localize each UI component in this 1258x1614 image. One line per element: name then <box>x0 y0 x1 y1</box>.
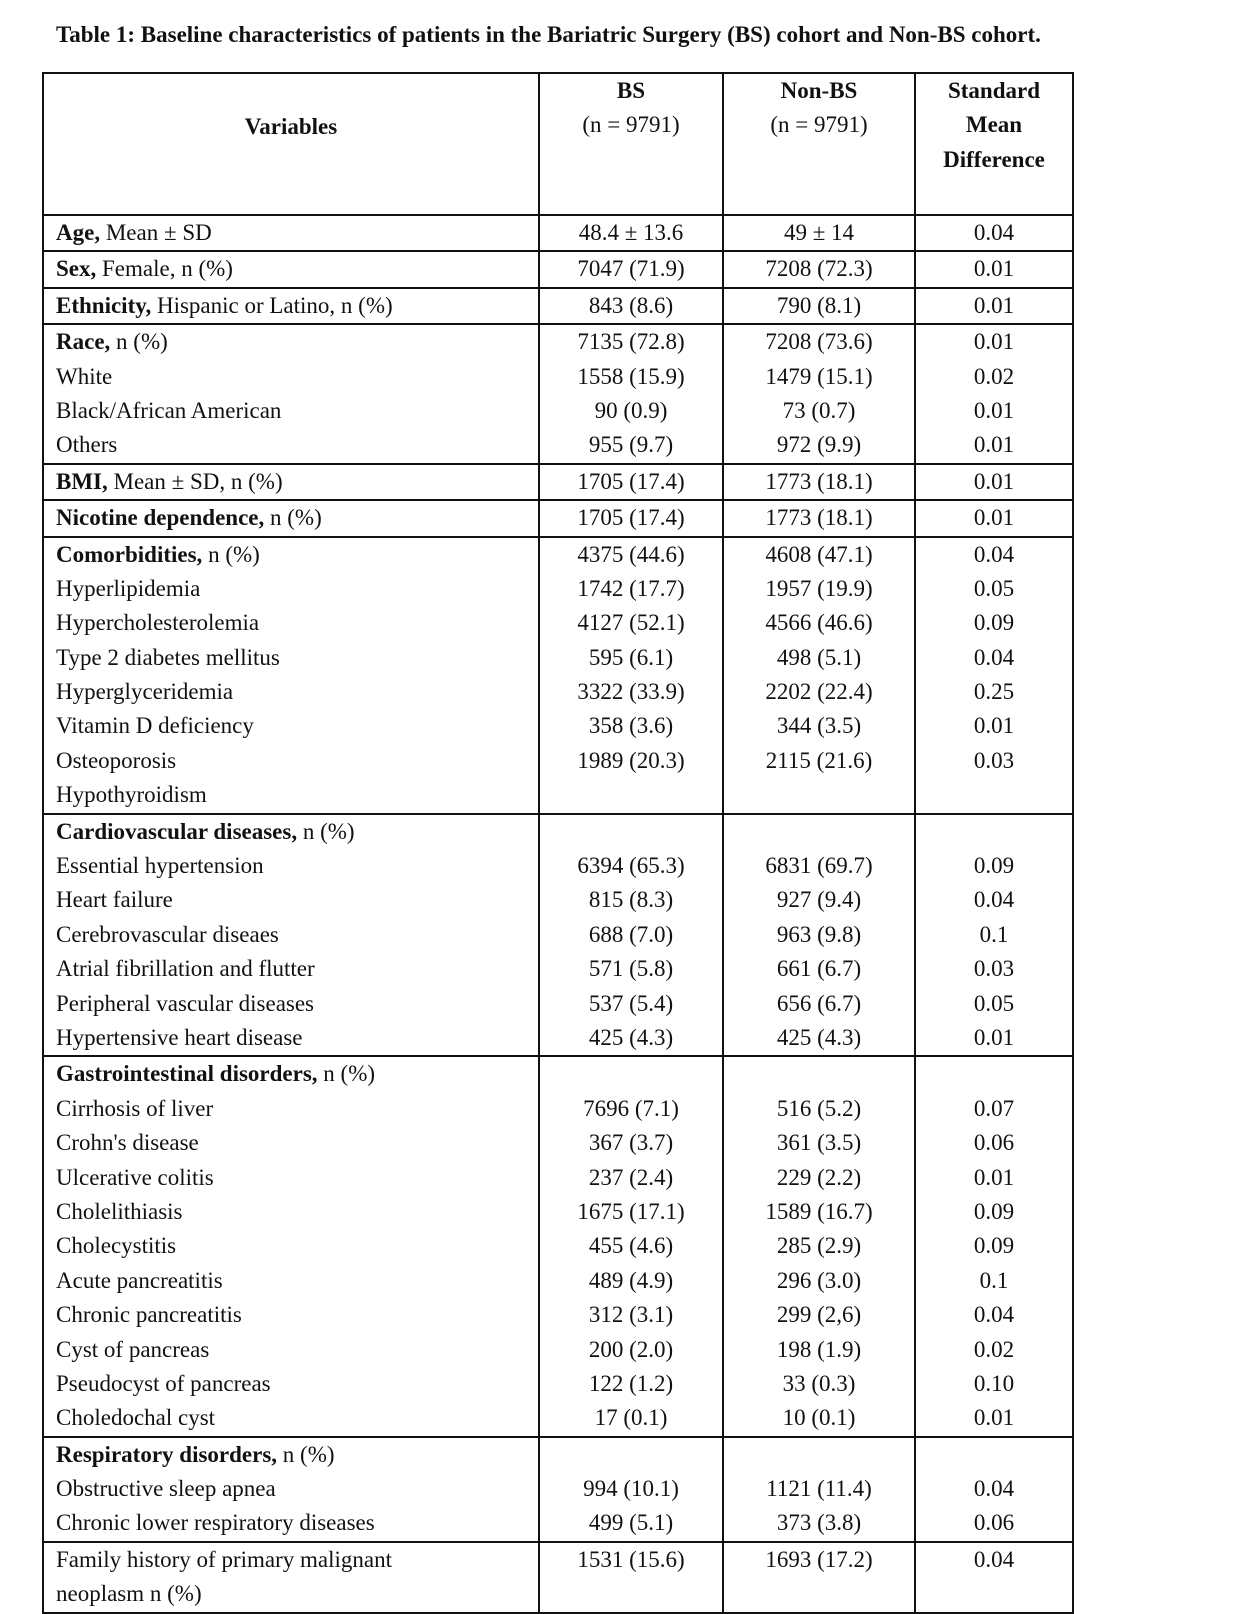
variable-label <box>56 709 538 743</box>
bs-value: 358 (3.6) <box>588 713 674 739</box>
smd-cell <box>915 324 1073 464</box>
nonbs-value: 661 (6.7) <box>776 956 862 982</box>
smd-value: 0.06 <box>973 1130 1015 1156</box>
variable-label <box>56 572 538 606</box>
smd-value: 0.1 <box>979 921 1009 947</box>
bs-cell <box>539 251 723 287</box>
smd-value: 0.01 <box>973 1164 1015 1190</box>
variable-label <box>56 252 538 286</box>
table-row-group <box>43 324 1073 464</box>
smd-value: 0.10 <box>973 1370 1015 1396</box>
variable-label <box>56 918 538 952</box>
variable-label <box>56 606 538 640</box>
smd-value: 0.1 <box>979 1267 1009 1293</box>
bs-value <box>540 778 722 812</box>
variable-label <box>56 1472 538 1506</box>
variable-label <box>56 883 538 917</box>
variable-text: Mean ± SD <box>100 220 212 245</box>
variable-text: Pseudocyst of pancreas <box>56 1370 271 1396</box>
bs-cell <box>539 288 723 324</box>
variable-text: Mean ± SD, n (%) <box>107 468 283 494</box>
variable-text: Acute pancreatitis <box>56 1267 223 1293</box>
table-body <box>43 215 1073 1613</box>
nonbs-value: 33 (0.3) <box>782 1370 856 1396</box>
bs-value <box>540 1438 722 1472</box>
smd-value: 0.01 <box>973 397 1015 423</box>
bs-value <box>540 815 722 849</box>
smd-value: 0.04 <box>973 1546 1015 1572</box>
variable-cell <box>43 288 539 324</box>
variable-text: n (%) <box>317 1061 376 1087</box>
bs-value: 955 (9.7) <box>588 432 674 458</box>
bs-value: 499 (5.1) <box>588 1510 674 1536</box>
nonbs-value: 361 (3.5) <box>776 1130 862 1156</box>
smd-value: 0.01 <box>973 468 1015 494</box>
variable-text: Cholelithiasis <box>56 1198 183 1224</box>
smd-value <box>916 1057 1072 1091</box>
smd-value: 0.01 <box>973 329 1015 355</box>
variable-text: Chronic lower respiratory diseases <box>56 1510 375 1536</box>
bs-value: 815 (8.3) <box>588 887 674 913</box>
nonbs-value: 4608 (47.1) <box>765 541 873 567</box>
bs-value: 595 (6.1) <box>588 644 674 670</box>
nonbs-value: 4566 (46.6) <box>765 610 873 636</box>
variable-label <box>56 394 538 428</box>
variable-text: neoplasm n (%) <box>56 1581 202 1607</box>
smd-value: 0.04 <box>973 1302 1015 1328</box>
variable-text: Family history of primary malignant <box>56 1546 393 1572</box>
variable-text: Peripheral vascular diseases <box>56 990 315 1016</box>
header-bs-n: (n = 9791) <box>582 112 680 138</box>
table-row-group <box>43 464 1073 500</box>
variable-text: n (%) <box>277 1441 335 1467</box>
variable-cell <box>43 1437 539 1542</box>
bs-value: 4127 (52.1) <box>577 610 685 636</box>
bs-value: 1989 (20.3) <box>577 747 685 773</box>
smd-value: 0.01 <box>973 432 1015 458</box>
nonbs-value: 296 (3.0) <box>776 1267 862 1293</box>
nonbs-value <box>724 815 914 849</box>
variable-text: n (%) <box>264 505 322 531</box>
nonbs-value: 425 (4.3) <box>776 1024 862 1050</box>
variable-label <box>56 428 538 462</box>
smd-value: 0.04 <box>973 887 1015 913</box>
bs-value: 1675 (17.1) <box>577 1198 685 1224</box>
variable-label <box>56 216 538 250</box>
smd-cell <box>915 1542 1073 1613</box>
variable-label <box>56 1264 538 1298</box>
table-caption: Table 1: Baseline characteristics of patients in the Bariatric Surgery (BS) cohort and Non-BS cohort. <box>56 22 1041 47</box>
smd-cell <box>915 1056 1073 1436</box>
variable-text: n (%) <box>202 541 260 567</box>
bs-value: 688 (7.0) <box>588 921 674 947</box>
bs-value: 7047 (71.9) <box>577 256 685 282</box>
bs-value: 312 (3.1) <box>588 1302 674 1328</box>
variable-heading: Ethnicity, <box>56 292 152 318</box>
smd-cell <box>915 215 1073 251</box>
nonbs-cell <box>723 324 915 464</box>
variable-label <box>56 815 538 849</box>
header-nonbs-name: Non-BS <box>780 78 858 103</box>
nonbs-value: 963 (9.8) <box>776 921 862 947</box>
smd-cell <box>915 251 1073 287</box>
nonbs-cell <box>723 1542 915 1613</box>
smd-value: 0.01 <box>973 713 1015 739</box>
variable-cell <box>43 324 539 464</box>
variable-text: Atrial fibrillation and flutter <box>56 956 315 982</box>
variable-label <box>56 1092 538 1126</box>
table-row-group <box>43 288 1073 324</box>
variable-heading: BMI, <box>56 468 108 494</box>
nonbs-value: 927 (9.4) <box>776 887 862 913</box>
variable-cell <box>43 814 539 1057</box>
nonbs-value: 10 (0.1) <box>782 1405 856 1431</box>
nonbs-value: 1773 (18.1) <box>765 505 873 531</box>
smd-value <box>916 815 1072 849</box>
smd-value: 0.02 <box>973 363 1015 389</box>
header-smd-line1: Standard <box>947 78 1041 103</box>
bs-value: 200 (2.0) <box>588 1336 674 1362</box>
bs-value: 237 (2.4) <box>588 1164 674 1190</box>
variable-label <box>56 952 538 986</box>
table-row-group <box>43 500 1073 536</box>
header-variables: Variables <box>43 73 539 215</box>
smd-value: 0.01 <box>973 256 1015 282</box>
variable-heading: Race, <box>56 329 111 355</box>
variable-text: n (%) <box>297 818 355 844</box>
smd-value: 0.09 <box>973 610 1015 636</box>
smd-value: 0.05 <box>973 575 1015 601</box>
variable-label <box>56 675 538 709</box>
nonbs-value <box>724 1577 914 1611</box>
variable-text: White <box>56 363 113 389</box>
smd-cell <box>915 500 1073 536</box>
bs-value: 1558 (15.9) <box>577 363 685 389</box>
variable-label <box>56 1438 538 1472</box>
nonbs-value: 972 (9.9) <box>776 432 862 458</box>
table-row-group <box>43 1437 1073 1542</box>
variable-label <box>56 538 538 572</box>
bs-cell <box>539 1437 723 1542</box>
variable-heading: Gastrointestinal disorders, <box>56 1061 318 1087</box>
variable-text: Type 2 diabetes mellitus <box>56 644 280 670</box>
smd-value: 0.02 <box>973 1336 1015 1362</box>
header-smd-line2: Mean <box>965 112 1023 138</box>
variable-text: Hyperlipidemia <box>56 575 201 601</box>
header-nonbs-n: (n = 9791) <box>770 112 868 138</box>
nonbs-value <box>724 1438 914 1472</box>
variable-label <box>56 1195 538 1229</box>
nonbs-cell <box>723 500 915 536</box>
header-nonbs <box>723 73 915 215</box>
bs-cell <box>539 500 723 536</box>
table-row-group <box>43 814 1073 1057</box>
nonbs-cell <box>723 814 915 1057</box>
variable-text: Obstructive sleep apnea <box>56 1476 276 1502</box>
variable-label <box>56 987 538 1021</box>
variable-label <box>56 849 538 883</box>
smd-cell <box>915 1437 1073 1542</box>
nonbs-cell <box>723 251 915 287</box>
bs-cell <box>539 464 723 500</box>
variable-text: Choledochal cyst <box>56 1405 216 1431</box>
bs-value: 122 (1.2) <box>588 1370 674 1396</box>
bs-cell <box>539 324 723 464</box>
bs-value: 7135 (72.8) <box>577 329 685 355</box>
bs-value <box>540 1057 722 1091</box>
smd-value: 0.03 <box>973 747 1015 773</box>
variable-text: Hyperglyceridemia <box>56 679 234 705</box>
header-bs-name: BS <box>616 78 646 103</box>
bs-value: 489 (4.9) <box>588 1267 674 1293</box>
nonbs-cell <box>723 288 915 324</box>
bs-cell <box>539 814 723 1057</box>
variable-heading: Cardiovascular diseases, <box>56 818 298 844</box>
nonbs-value: 1589 (16.7) <box>765 1198 873 1224</box>
variable-text: Essential hypertension <box>56 853 264 879</box>
variable-heading: Sex, <box>56 256 97 282</box>
bs-value: 1705 (17.4) <box>577 468 685 494</box>
smd-value: 0.04 <box>973 541 1015 567</box>
nonbs-value <box>724 778 914 812</box>
variable-label <box>56 1333 538 1367</box>
variable-heading: Respiratory disorders, <box>56 1441 278 1467</box>
variable-cell <box>43 1542 539 1613</box>
variable-label <box>56 1126 538 1160</box>
variable-text: Hypothyroidism <box>56 782 207 808</box>
smd-value <box>916 1577 1072 1611</box>
variable-text: Cholecystitis <box>56 1233 177 1259</box>
variable-text: Female, n (%) <box>96 256 233 282</box>
variable-text: Chronic pancreatitis <box>56 1302 242 1328</box>
variable-text: Cyst of pancreas <box>56 1336 210 1362</box>
bs-value: 1742 (17.7) <box>577 575 685 601</box>
smd-value: 0.01 <box>973 505 1015 531</box>
bs-cell <box>539 1056 723 1436</box>
variable-label <box>56 1401 538 1435</box>
smd-value: 0.04 <box>973 1476 1015 1502</box>
variable-cell <box>43 500 539 536</box>
smd-value: 0.05 <box>973 990 1015 1016</box>
smd-value: 0.09 <box>973 1233 1015 1259</box>
variable-text: Heart failure <box>56 887 173 913</box>
table-header-row <box>43 73 1073 215</box>
smd-value: 0.04 <box>973 644 1015 670</box>
bs-cell <box>539 1542 723 1613</box>
bs-value: 425 (4.3) <box>588 1024 674 1050</box>
variable-label <box>56 325 538 359</box>
nonbs-value: 299 (2,6) <box>776 1302 862 1328</box>
bs-value: 994 (10.1) <box>583 1476 679 1502</box>
variable-text: Black/African American <box>56 397 282 423</box>
smd-value: 0.01 <box>973 1405 1015 1431</box>
smd-cell <box>915 537 1073 814</box>
variable-text: Ulcerative colitis <box>56 1164 214 1190</box>
variable-label <box>56 289 538 323</box>
bs-value: 4375 (44.6) <box>577 541 685 567</box>
bs-value: 571 (5.8) <box>588 956 674 982</box>
nonbs-value: 516 (5.2) <box>776 1095 862 1121</box>
smd-value: 0.09 <box>973 853 1015 879</box>
nonbs-value: 373 (3.8) <box>776 1510 862 1536</box>
bs-value: 3322 (33.9) <box>577 679 685 705</box>
smd-value: 0.04 <box>973 220 1015 245</box>
table-row-group <box>43 1542 1073 1613</box>
bs-value <box>540 1577 722 1611</box>
table-row-group <box>43 251 1073 287</box>
nonbs-value: 498 (5.1) <box>776 644 862 670</box>
nonbs-value: 1957 (19.9) <box>765 575 873 601</box>
bs-value: 843 (8.6) <box>588 292 674 318</box>
header-bs <box>539 73 723 215</box>
smd-value: 0.09 <box>973 1198 1015 1224</box>
variable-heading: Comorbidities, <box>56 541 203 567</box>
nonbs-cell <box>723 215 915 251</box>
table-row-group <box>43 215 1073 251</box>
nonbs-value: 7208 (72.3) <box>765 256 873 282</box>
variable-label <box>56 360 538 394</box>
nonbs-value: 285 (2.9) <box>776 1233 862 1259</box>
smd-value <box>916 1438 1072 1472</box>
variable-label <box>56 465 538 499</box>
variable-cell <box>43 215 539 251</box>
nonbs-value: 1121 (11.4) <box>766 1476 872 1502</box>
header-smd <box>915 73 1073 215</box>
variable-text: Vitamin D deficiency <box>56 713 254 739</box>
variable-text: Hispanic or Latino, n (%) <box>151 292 393 318</box>
table-row-group <box>43 1056 1073 1436</box>
smd-value: 0.07 <box>973 1095 1015 1121</box>
variable-label <box>56 1057 538 1091</box>
variable-text: Hypertensive heart disease <box>56 1024 303 1050</box>
nonbs-value: 1693 (17.2) <box>765 1546 873 1572</box>
smd-value <box>916 778 1072 812</box>
nonbs-cell <box>723 464 915 500</box>
smd-value: 0.25 <box>973 679 1015 705</box>
variable-text: Osteoporosis <box>56 747 177 773</box>
variable-label <box>56 1543 538 1577</box>
bs-value: 17 (0.1) <box>594 1405 668 1431</box>
bs-cell <box>539 215 723 251</box>
nonbs-value: 49 ± 14 <box>783 220 855 245</box>
variable-label <box>56 501 538 535</box>
variable-cell <box>43 1056 539 1436</box>
nonbs-value: 7208 (73.6) <box>765 329 873 355</box>
variable-heading: Nicotine dependence, <box>56 505 265 531</box>
variable-label <box>56 1506 538 1540</box>
smd-cell <box>915 814 1073 1057</box>
bs-value: 6394 (65.3) <box>577 853 685 879</box>
bs-value: 1531 (15.6) <box>577 1546 685 1572</box>
variable-text: n (%) <box>110 329 168 355</box>
nonbs-value <box>724 1057 914 1091</box>
variable-text: Others <box>56 432 118 458</box>
variable-text: Cirrhosis of liver <box>56 1095 214 1121</box>
smd-value: 0.06 <box>973 1510 1015 1536</box>
variable-text: Hypercholesterolemia <box>56 610 260 636</box>
bs-value: 367 (3.7) <box>588 1130 674 1156</box>
variable-label <box>56 1367 538 1401</box>
bs-value: 1705 (17.4) <box>577 505 685 531</box>
nonbs-value: 656 (6.7) <box>776 990 862 1016</box>
variable-label <box>56 641 538 675</box>
header-smd-line3: Difference <box>943 146 1045 172</box>
nonbs-value: 2202 (22.4) <box>765 679 873 705</box>
bs-cell <box>539 537 723 814</box>
nonbs-cell <box>723 537 915 814</box>
bs-value: 537 (5.4) <box>588 990 674 1016</box>
variable-cell <box>43 464 539 500</box>
variable-label <box>56 1021 538 1055</box>
nonbs-value: 229 (2.2) <box>776 1164 862 1190</box>
nonbs-value: 6831 (69.7) <box>765 853 873 879</box>
bs-value: 48.4 ± 13.6 <box>578 220 684 245</box>
variable-text: Crohn's disease <box>56 1130 199 1156</box>
nonbs-value: 73 (0.7) <box>782 397 856 423</box>
variable-label <box>56 1229 538 1263</box>
smd-cell <box>915 464 1073 500</box>
variable-heading: Age, <box>56 220 101 245</box>
nonbs-value: 1773 (18.1) <box>765 468 873 494</box>
variable-label <box>56 778 538 812</box>
variable-text: Cerebrovascular diseaes <box>56 921 279 947</box>
bs-value: 7696 (7.1) <box>583 1095 679 1121</box>
nonbs-cell <box>723 1056 915 1436</box>
nonbs-value: 1479 (15.1) <box>765 363 873 389</box>
bs-value: 90 (0.9) <box>594 397 668 423</box>
variable-label <box>56 744 538 778</box>
baseline-characteristics-table <box>42 72 1074 1614</box>
table-row-group <box>43 537 1073 814</box>
variable-cell <box>43 537 539 814</box>
nonbs-value: 790 (8.1) <box>776 292 862 318</box>
nonbs-cell <box>723 1437 915 1542</box>
smd-value: 0.03 <box>973 956 1015 982</box>
variable-label <box>56 1577 538 1611</box>
variable-label <box>56 1161 538 1195</box>
nonbs-value: 198 (1.9) <box>776 1336 862 1362</box>
variable-label <box>56 1298 538 1332</box>
bs-value: 455 (4.6) <box>588 1233 674 1259</box>
variable-cell <box>43 251 539 287</box>
smd-value: 0.01 <box>973 1024 1015 1050</box>
nonbs-value: 344 (3.5) <box>776 713 862 739</box>
nonbs-value: 2115 (21.6) <box>765 747 873 773</box>
smd-value: 0.01 <box>973 292 1015 318</box>
smd-cell <box>915 288 1073 324</box>
